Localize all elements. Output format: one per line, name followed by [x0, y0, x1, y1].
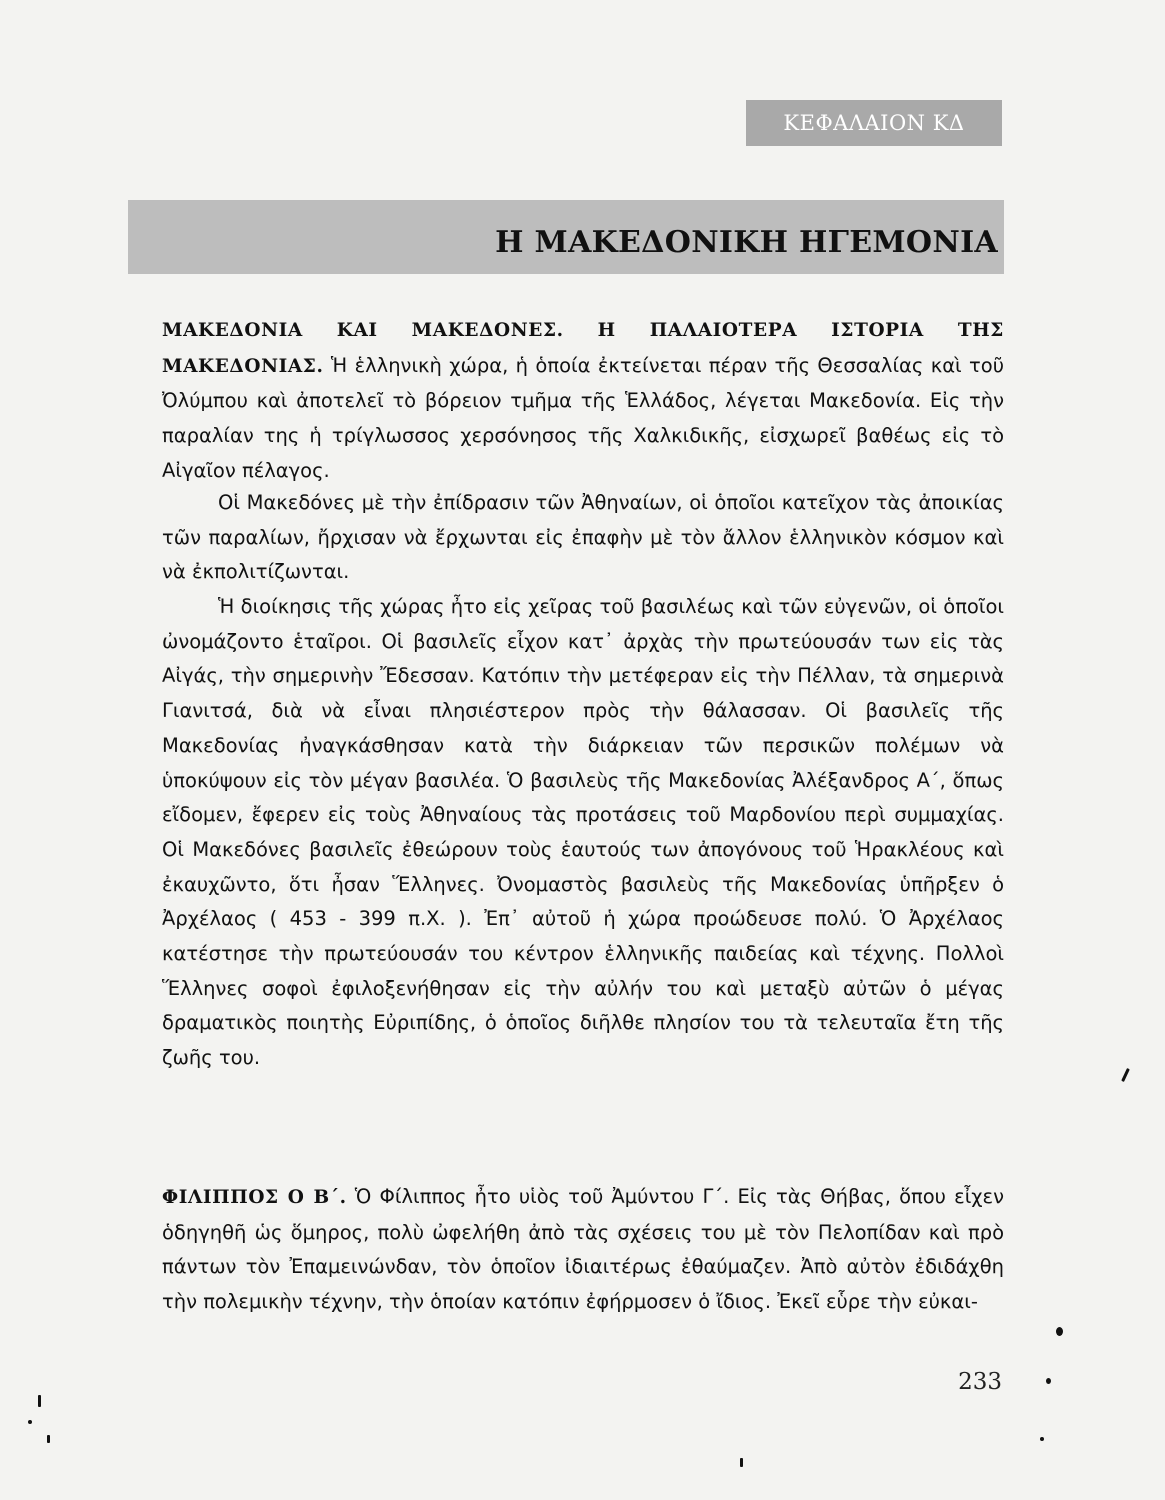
title-band	[128, 200, 1004, 274]
speck-mark	[1121, 1068, 1130, 1082]
section-1-paragraph-2: Οἱ Μακεδόνες μὲ τὴν ἐπίδρασιν τῶν Ἀθηναίων, οἱ ὁποῖοι κατεῖχον τὰς ἀποικίας τῶν παραλίων, ἤρχισαν νὰ ἔρχωνται εἰς ἐπαφὴν μὲ τὸν ἄλλον ἑλληνικὸν κόσμον καὶ νὰ ἐκπολιτίζωνται.	[162, 491, 1004, 584]
speck-mark	[1046, 1378, 1051, 1384]
section-2-heading: ΦΙΛΙΠΠΟΣ Ο Β΄.	[162, 1187, 347, 1208]
chapter-title: Η ΜΑΚΕΔΟΝΙΚΗ ΗΓΕΜΟΝΙΑ	[495, 224, 998, 260]
section-1-paragraph-1	[162, 313, 1004, 489]
speck-mark	[1040, 1437, 1044, 1441]
section-1-paragraph-3: Ἡ διοίκησις τῆς χώρας ἦτο εἰς χεῖρας τοῦ βασιλέως καὶ τῶν εὐγενῶν, οἱ ὁποῖοι ὠνομάζοντο ἑταῖροι. Οἱ βασιλεῖς εἶχον κατ᾽ ἀρχὰς τὴν πρωτεύουσάν των εἰς τὰς Αἰγάς, τὴν σημερινὴν Ἔδεσσαν. Κατόπιν τὴν μετέφεραν εἰς τὴν Πέλλαν, τὰ σημερινὰ Γιανιτσά, διὰ νὰ εἶναι πλησιέστερον πρὸς τὴν θάλασσαν. Οἱ βασιλεῖς τῆς Μακεδονίας ἠναγκάσθησαν κατὰ τὴν διάρκειαν τῶν περσικῶν πολέμων νὰ ὑποκύψουν εἰς τὸν μέγαν βασιλέα. Ὁ βασιλεὺς τῆς Μακεδονίας Ἀλέξανδρος Α΄, ὅπως εἴδομεν, ἔφερεν εἰς τοὺς Ἀθηναίους τὰς προτάσεις τοῦ Μαρδονίου περὶ συμμαχίας. Οἱ Μακεδόνες βασιλεῖς ἐθεώρουν τοὺς ἑαυτούς των ἀπογόνους τοῦ Ἡρακλέους καὶ ἐκαυχῶντο, ὅτι ἦσαν Ἕλληνες. Ὀνομαστὸς βασιλεὺς τῆς Μακεδονίας ὑπῆρξεν ὁ Ἀρχέλαος ( 453 - 399 π.Χ. ). Ἐπ᾽ αὐτοῦ ἡ χώρα προώδευσε πολύ. Ὁ Ἀρχέλαος κατέστησε τὴν πρωτεύουσάν του κέντρον ἑλληνικῆς παιδείας καὶ τέχνης. Πολλοὶ Ἕλληνες σοφοὶ ἐφιλοξενήθησαν εἰς τὴν αὐλήν του καὶ μεταξὺ αὐτῶν ὁ μέγας δραματικὸς ποιητὴς Εὐριπίδης, ὁ ὁποῖος διῆλθε πλησίον του τὰ τελευταῖα ἔτη τῆς ζωῆς του.	[162, 595, 1004, 1070]
page-number: 233	[958, 1369, 1002, 1395]
section-1-paragraph-1-text: Ἡ ἑλληνικὴ χώρα, ἡ ὁποία ἐκτείνεται πέραν τῆς Θεσσαλίας καὶ τοῦ Ὀλύμπου καὶ ἀποτελεῖ τὸ βόρειον τμῆμα τῆς Ἑλλάδος, λέγεται Μακεδονία. Εἰς τὴν παραλίαν της ἡ τρίγλωσσος χερσόνησος τῆς Χαλκιδικῆς, εἰσχωρεῖ βαθέως εἰς τὸ Αἰγαῖον πέλαγος.	[162, 353, 1004, 482]
speck-mark	[47, 1435, 50, 1443]
speck-mark	[740, 1458, 743, 1467]
speck-mark	[28, 1420, 32, 1424]
speck-mark	[1056, 1327, 1063, 1336]
chapter-label: ΚΕΦΑΛΑΙΟΝ ΚΔ	[746, 100, 1002, 146]
section-2-paragraph-1-text: Ὁ Φίλιππος ἦτο υἱὸς τοῦ Ἀμύντου Γ΄. Εἰς τὰς Θήβας, ὅπου εἶχεν ὁδηγηθῆ ὡς ὅμηρος, πολὺ ὠφελήθη ἀπὸ τὰς σχέσεις του μὲ τὸν Πελοπίδαν καὶ πρὸ πάντων τὸν Ἐπαμεινώνδαν, τὸν ὁποῖον ἰδιαιτέρως ἐθαύμαζεν. Ἀπὸ αὐτὸν ἐδιδάχθη τὴν πολεμικὴν τέχνην, τὴν ὁποίαν κατόπιν ἐφήρμοσεν ὁ ἴδιος. Ἐκεῖ εὗρε τὴν εὐκαι-	[162, 1185, 1004, 1314]
section-1-heading: ΜΑΚΕΔΟΝΙΑ ΚΑΙ ΜΑΚΕΔΟΝΕΣ. Η ΠΑΛΑΙΟΤΕΡΑ ΙΣΤΟΡΙΑ ΤΗΣ ΜΑΚΕΔΟΝΙΑΣ.	[162, 320, 1004, 377]
speck-mark	[38, 1395, 41, 1407]
section-2-paragraph-1	[162, 1180, 1004, 1320]
